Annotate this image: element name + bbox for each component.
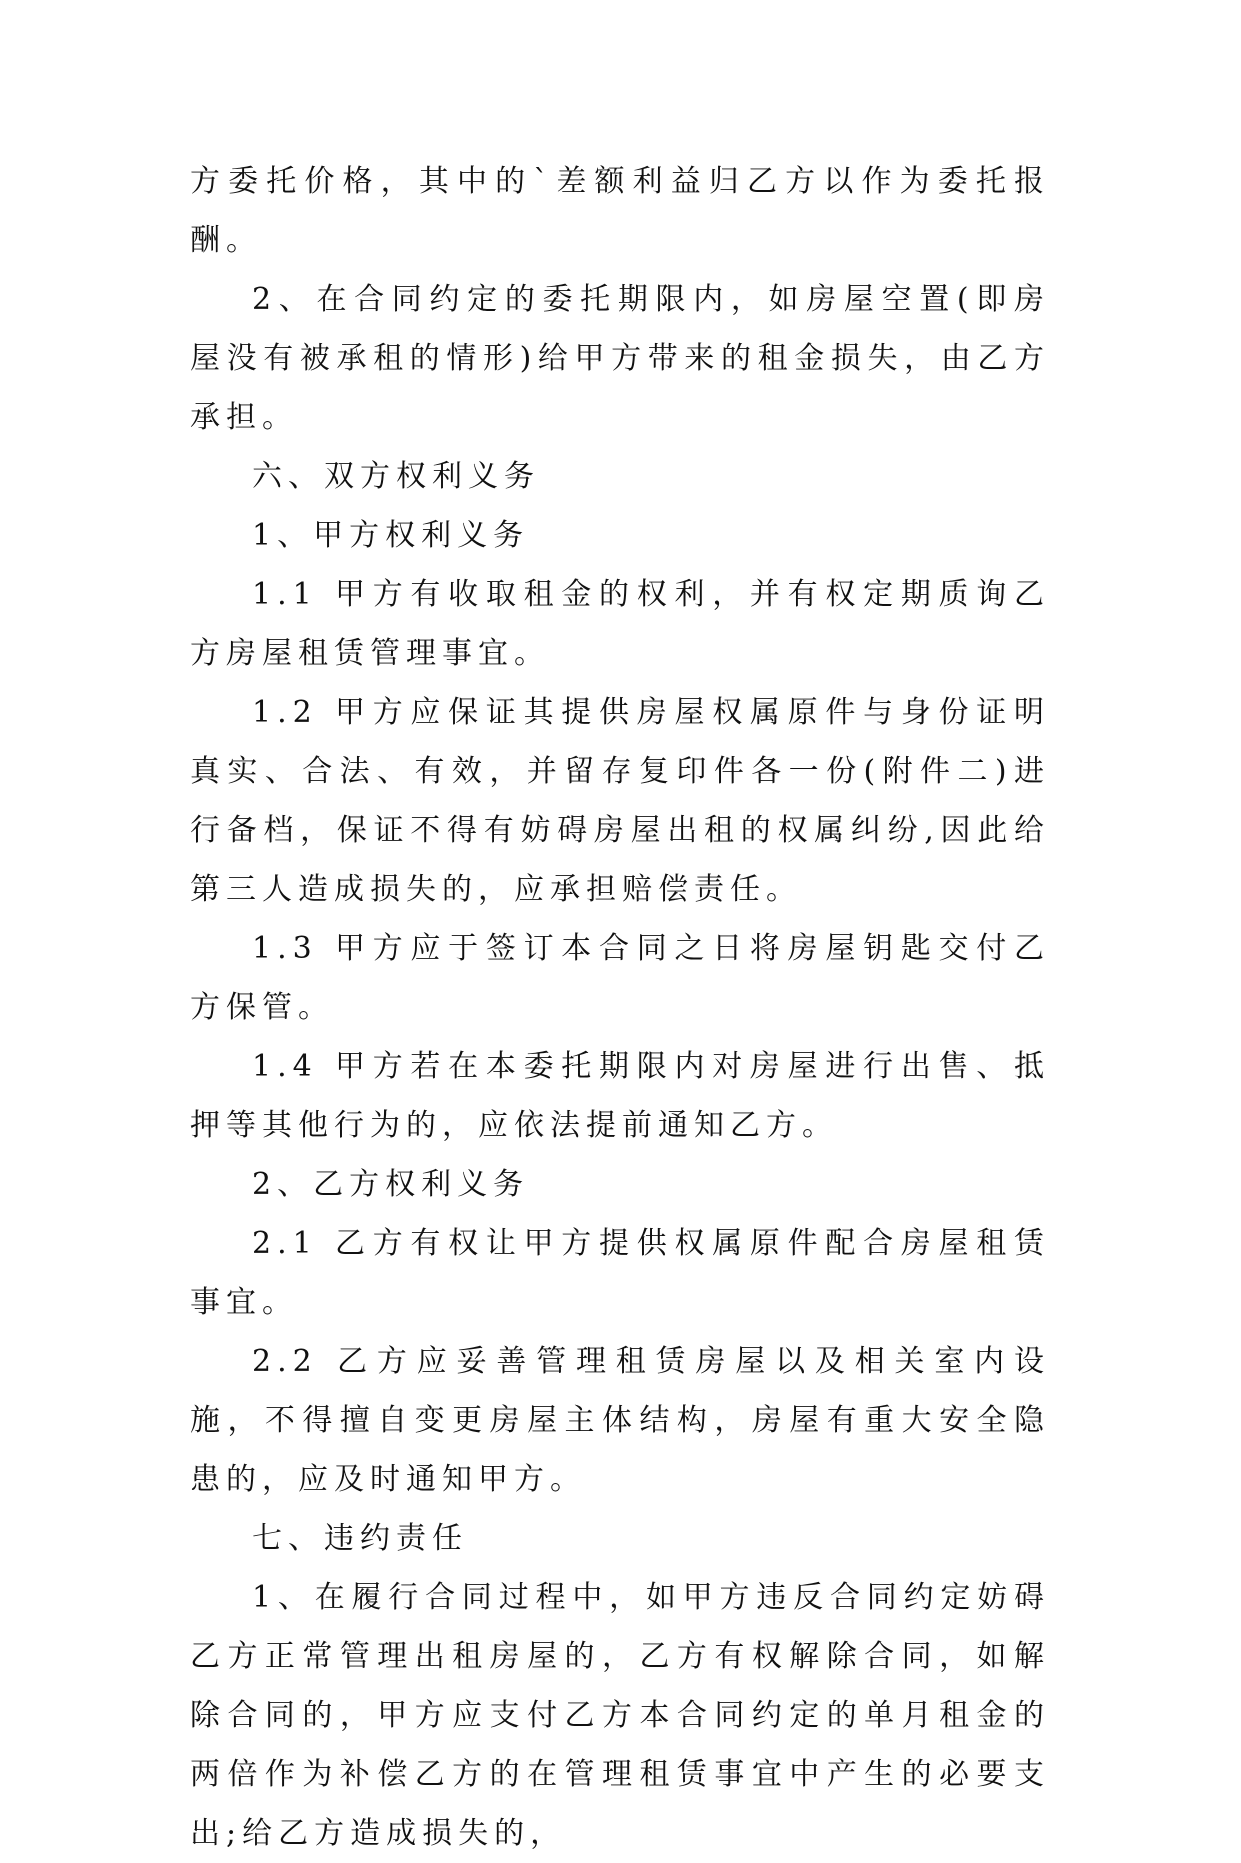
section-heading-breach-liability: 七、违约责任 [252, 1521, 468, 1556]
subheading-party-b-rights: 2、乙方权利义务 [252, 1167, 530, 1202]
paragraph-clause-1-4: 1.4 甲方若在本委托期限内对房屋进行出售、抵押等其他行为的，应依法提前通知乙方。 [190, 1049, 1050, 1143]
section-heading-rights-obligations: 六、双方权利义务 [252, 459, 540, 494]
paragraph-clause-2-1: 2.1 乙方有权让甲方提供权属原件配合房屋租赁事宜。 [190, 1226, 1050, 1320]
paragraph-clause-2: 2、在合同约定的委托期限内，如房屋空置(即房屋没有被承租的情形)给甲方带来的租金损失，由乙方承担。 [190, 282, 1050, 435]
document-body [190, 152, 1050, 1863]
paragraph-continuation: 方委托价格，其中的`差额利益归乙方以作为委托报酬。 [190, 164, 1050, 258]
paragraph-clause-2-2: 2.2 乙方应妥善管理租赁房屋以及相关室内设施，不得擅自变更房屋主体结构，房屋有重大安全隐患的，应及时通知甲方。 [190, 1344, 1050, 1497]
paragraph-breach-clause-1: 1、在履行合同过程中，如甲方违反合同约定妨碍乙方正常管理出租房屋的，乙方有权解除合同，如解除合同的，甲方应支付乙方本合同约定的单月租金的两倍作为补偿乙方的在管理租赁事宜中产生的必要支出;给乙方造成损失的， [190, 1580, 1050, 1851]
paragraph-clause-1-2: 1.2 甲方应保证其提供房屋权属原件与身份证明真实、合法、有效，并留存复印件各一份(附件二)进行备档，保证不得有妨碍房屋出租的权属纠纷,因此给第三人造成损失的，应承担赔偿责任。 [190, 695, 1050, 907]
paragraph-clause-1-3: 1.3 甲方应于签订本合同之日将房屋钥匙交付乙方保管。 [190, 931, 1050, 1025]
paragraph-clause-1-1: 1.1 甲方有收取租金的权利，并有权定期质询乙方房屋租赁管理事宜。 [190, 577, 1050, 671]
subheading-party-a-rights: 1、甲方权利义务 [252, 518, 530, 553]
